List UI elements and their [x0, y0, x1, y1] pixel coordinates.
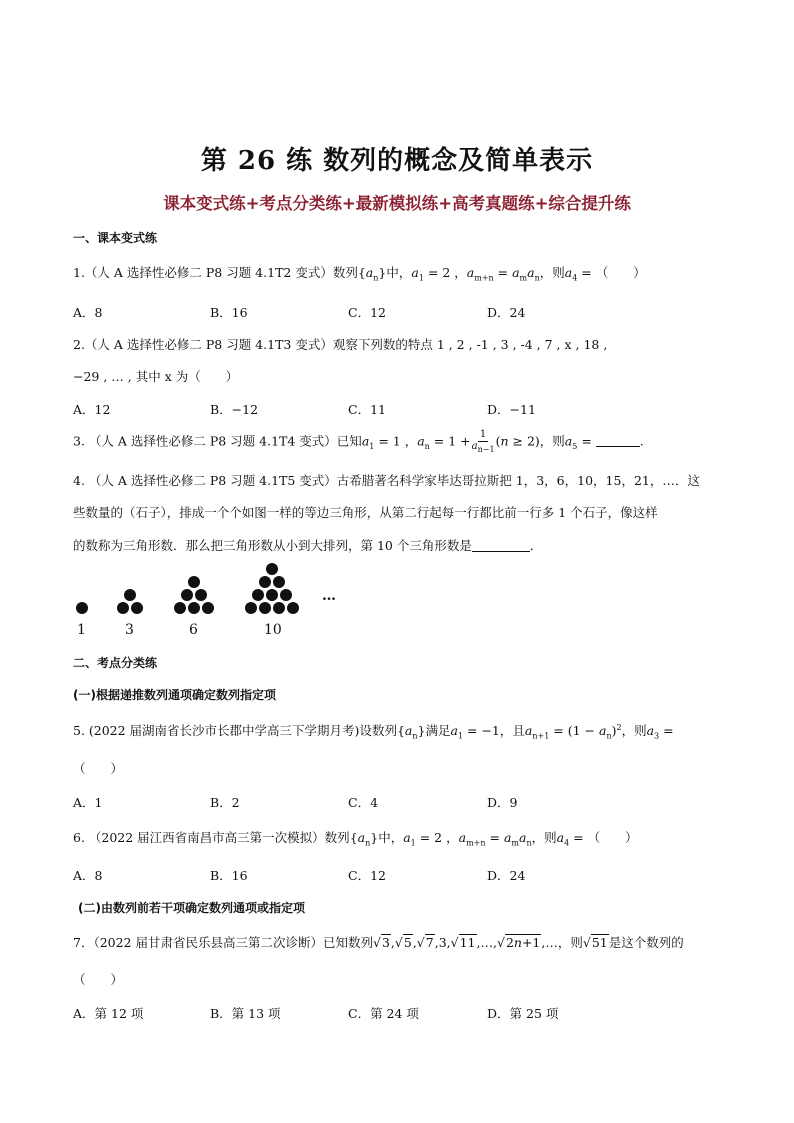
stone-dot: [188, 602, 200, 614]
stone-dot: [273, 576, 285, 588]
q2-option-a[interactable]: A．12: [73, 402, 111, 417]
q6-option-b[interactable]: B．16: [210, 868, 248, 883]
q5-paren: （ ）: [73, 761, 124, 776]
q1-option-b[interactable]: B．16: [210, 305, 248, 320]
stone-dot: [188, 576, 200, 588]
section-heading-1: 一、课本变式练: [73, 231, 158, 245]
stone-dot: [266, 563, 278, 575]
q1-option-a[interactable]: A．8: [73, 305, 103, 320]
stone-dot: [259, 576, 271, 588]
q2-option-d[interactable]: D．−11: [487, 402, 536, 417]
q7-option-a[interactable]: A．第 12 项: [73, 1006, 144, 1021]
q3-fraction: $\frac{1}{a_{n-1}}$: [471, 429, 495, 454]
q5-option-c[interactable]: C．4: [348, 795, 379, 810]
figure-label-1: 1: [77, 622, 86, 638]
q2-line-2: −29 , … , 其中 x 为（ ）: [73, 369, 239, 384]
stone-dot: [181, 589, 193, 601]
q5-stem-d: ，则: [621, 723, 647, 739]
q5-stem-b: 满足: [425, 723, 451, 739]
q5-option-a[interactable]: A．1: [73, 795, 103, 810]
question-5: 5. (2022 届湖南省长沙市长郡中学高三下学期月考)设数列$\{a_n\}$满足$a_1 = -1$，且$a_{n+1} = (1 - a_n)^2$，则$a_3$ =: [73, 723, 674, 741]
q7-stem-c: 是这个数列的: [608, 935, 684, 950]
section-heading-2: 二、考点分类练: [73, 656, 158, 670]
q7-option-b[interactable]: B．第 13 项: [210, 1006, 281, 1021]
q6-paren: （ ）: [587, 830, 638, 845]
stone-dot: [259, 602, 271, 614]
figure-ellipsis: …: [322, 588, 336, 604]
q7-stem-a: 7．（2022 届甘肃省民乐县高三第二次诊断）已知数列: [73, 935, 373, 950]
triangle-number-figure: [68, 560, 348, 645]
stone-dot: [195, 589, 207, 601]
q7-option-c[interactable]: C．第 24 项: [348, 1006, 419, 1021]
stone-dot: [266, 589, 278, 601]
stone-dot: [174, 602, 186, 614]
stone-dot: [131, 602, 143, 614]
q1-stem-a: 1.（人 A 选择性必修二 P8 习题 4.1T2 变式）数列: [73, 265, 358, 280]
q7-stem-b: ，则: [557, 935, 583, 950]
figure-label-3: 3: [125, 622, 134, 638]
question-6: 6. （2022 届江西省南昌市高三第一次模拟）数列$\{a_n\}$中，$a_1 = 2$ ，$a_{m+n} = a_ma_n$，则$a_4$ = （ ）: [73, 830, 638, 848]
stone-dot: [124, 589, 136, 601]
q5-option-d[interactable]: D．9: [487, 795, 518, 810]
q6-option-a[interactable]: A．8: [73, 868, 103, 883]
question-3: 3. （人 A 选择性必修二 P8 习题 4.1T4 变式）已知$a_1 = 1$ ，$a_n = 1$ + $\frac{1}{a_{n-1}}$ (n ≥ 2)，则$a_5$ = .: [73, 429, 644, 454]
q5-stem-a: 5. (2022 届湖南省长沙市长郡中学高三下学期月考)设数列: [73, 723, 397, 739]
q5-option-b[interactable]: B．2: [210, 795, 240, 810]
question-1: 1.（人 A 选择性必修二 P8 习题 4.1T2 变式）数列$\{a_n\}$中，$a_1 = 2$ ，$a_{m+n} = a_ma_n$，则$a_4$ = （ ）: [73, 265, 646, 283]
stone-dot: [273, 602, 285, 614]
q2-sequence: 1 , 2 , -1 , 3 , -4 , 7 , x , 18 ,: [436, 337, 608, 352]
q2-option-c[interactable]: C．11: [348, 402, 386, 417]
q6-option-d[interactable]: D．24: [487, 868, 526, 883]
q5-stem-c: ，且: [499, 723, 525, 739]
q2-option-b[interactable]: B．−12: [210, 402, 259, 417]
subsection-heading-2: (二)由数列前若干项确定数列通项或指定项: [78, 901, 305, 915]
q6-stem-a: 6. （2022 届江西省南昌市高三第一次模拟）数列: [73, 830, 350, 845]
q3-end: .: [639, 433, 644, 449]
q3-stem-a: 3. （人 A 选择性必修二 P8 习题 4.1T4 变式）已知: [73, 433, 362, 449]
q7-option-d[interactable]: D．第 25 项: [487, 1006, 559, 1021]
subsection-heading-1: (一)根据递推数列通项确定数列指定项: [73, 688, 276, 702]
q1-stem-b: 中，: [386, 265, 412, 280]
q1-option-d[interactable]: D．24: [487, 305, 526, 320]
q6-stem-c: ，则: [531, 830, 557, 845]
stone-dot: [117, 602, 129, 614]
page-subtitle: 课本变式练+考点分类练+最新模拟练+高考真题练+综合提升练: [163, 194, 631, 213]
page-title: 第 26 练 数列的概念及简单表示: [200, 146, 594, 176]
figure-label-10: 10: [264, 622, 282, 638]
q7-paren: （ ）: [73, 972, 124, 987]
stone-dot: [280, 589, 292, 601]
q6-option-c[interactable]: C．12: [348, 868, 386, 883]
q3-stem-b: ，则: [539, 433, 565, 449]
stone-dot: [252, 589, 264, 601]
stone-dot: [202, 602, 214, 614]
q4-line-3: 的数称为三角形数．那么把三角形数从小到大排列，第 10 个三角形数是: [73, 538, 472, 553]
q4-end: ．: [529, 538, 543, 553]
q6-stem-b: 中，: [378, 830, 404, 845]
q1-stem-c: ，则: [539, 265, 565, 280]
q4-line-1: 4. （人 A 选择性必修二 P8 习题 4.1T5 变式）古希腊著名科学家毕达哥拉斯把 1，3，6，10，15，21，…．这: [73, 473, 700, 488]
figure-label-6: 6: [189, 622, 198, 638]
stone-dot: [76, 602, 88, 614]
stone-dot: [245, 602, 257, 614]
q1-option-c[interactable]: C．12: [348, 305, 386, 320]
q4-line-2: 些数量的（石子），排成一个个如图一样的等边三角形，从第二行起每一行都比前一行多 1 个石子，像这样: [73, 505, 658, 520]
q1-math-seq: $\{a_n\}$: [357, 265, 387, 283]
q3-answer-blank[interactable]: [596, 434, 640, 447]
stone-dot: [287, 602, 299, 614]
q1-paren: （ ）: [595, 265, 646, 280]
question-4-line-3: [73, 537, 542, 555]
question-2: [73, 336, 607, 354]
q4-answer-blank[interactable]: [472, 539, 530, 552]
question-7: 7．（2022 届甘肃省民乐县高三第二次诊断）已知数列√3,√5,√7,3,√11,…,√2n+1,…，则√51是这个数列的: [73, 935, 684, 950]
q2-stem-a: 2.（人 A 选择性必修二 P8 习题 4.1T3 变式）观察下列数的特点: [73, 337, 433, 352]
